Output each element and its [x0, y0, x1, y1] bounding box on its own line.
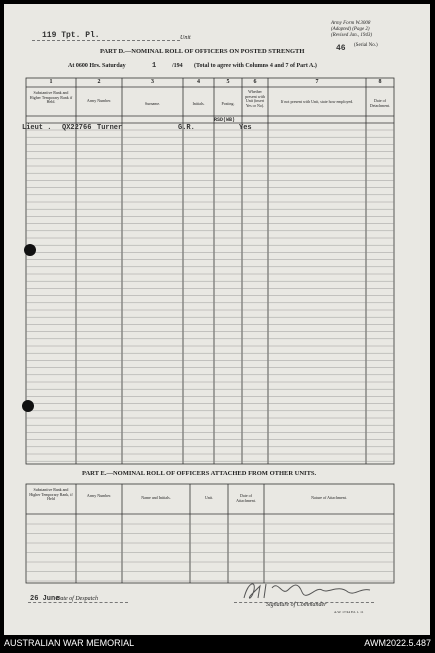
- col-number-4: 4: [197, 79, 200, 85]
- col-header-surname: Surname.: [144, 101, 161, 106]
- col-header-present: Whether present with Unit (insert Yes or No).: [245, 89, 265, 108]
- printer-note: A.W. 17/44 Ed. 1. 11: [334, 610, 364, 614]
- part-d-note: (Total to agree with Columns 4 and 7 of Part A.): [194, 63, 317, 69]
- serial-value: 46: [336, 44, 346, 53]
- col-number-2: 2: [97, 79, 101, 85]
- commander-signature: [238, 576, 378, 604]
- document-page: [4, 4, 430, 635]
- entry-initials: G.R.: [178, 124, 195, 132]
- despatch-line: [28, 602, 128, 603]
- part-d-date-value: 1: [152, 62, 157, 70]
- e-col-header-unit: Unit.: [204, 495, 214, 500]
- entry-rank: Lieut .: [22, 124, 52, 132]
- unit-label: Unit: [180, 35, 191, 41]
- col-number-5: 5: [226, 79, 230, 85]
- entry-surname: Turner: [97, 124, 123, 132]
- despatch-label: Date of Despatch: [56, 596, 98, 602]
- col-header-initials: Initials.: [192, 101, 205, 106]
- part-e-title: PART E.—NOMINAL ROLL OF OFFICERS ATTACHED FROM OTHER UNITS.: [82, 470, 317, 477]
- entry-present: Yes: [239, 124, 252, 132]
- punch-hole-top: [24, 244, 36, 256]
- col-header-detachment: Date of Detachment.: [369, 98, 391, 108]
- col-header-employed: If not present with Unit, state how employed.: [280, 99, 354, 104]
- col-header-army-number: Army Number.: [86, 98, 112, 103]
- col-header-posting: Posting.: [221, 101, 235, 106]
- e-col-header-rank: Substantive Rank and Higher Temporary Rank, if Held: [29, 487, 73, 501]
- form-number: Army Form W.3008 (Adapted) (Page 2) (Revised Jan., 1943): [331, 21, 373, 38]
- part-d-year: /194: [172, 63, 183, 69]
- col-number-8: 8: [378, 79, 382, 85]
- punch-hole-bottom: [22, 400, 34, 412]
- entry-posting: RSD(WB): [214, 117, 236, 123]
- col-number-7: 7: [315, 79, 319, 85]
- part-d-title: PART D.—NOMINAL ROLL OF OFFICERS ON POSTED STRENGTH: [100, 48, 305, 55]
- despatch-date-value: 26 June: [30, 595, 60, 603]
- e-col-header-nature: Nature of Attachment.: [311, 495, 347, 500]
- e-col-header-name: Name and Initials.: [141, 495, 171, 500]
- col-number-1: 1: [49, 79, 53, 85]
- col-number-6: 6: [253, 79, 257, 85]
- serial-label: (Serial No.): [354, 43, 378, 48]
- part-d-at-text: At 0600 Hrs. Saturday: [68, 63, 126, 69]
- unit-value: 119 Tpt. Pl.: [42, 31, 100, 40]
- signature-label: Signature of Commander: [266, 602, 327, 608]
- col-header-rank: Substantive Rank and Higher Temporary Rank if Held.: [29, 90, 73, 104]
- e-col-header-army-number: Army Number.: [86, 493, 112, 498]
- col-number-3: 3: [151, 79, 154, 85]
- entry-army-number: QX22766: [62, 124, 92, 132]
- e-col-header-date: Date of Attachment.: [236, 493, 256, 503]
- footer-credit: AUSTRALIAN WAR MEMORIAL: [4, 638, 135, 648]
- footer-accession: AWM2022.5.487: [364, 638, 431, 648]
